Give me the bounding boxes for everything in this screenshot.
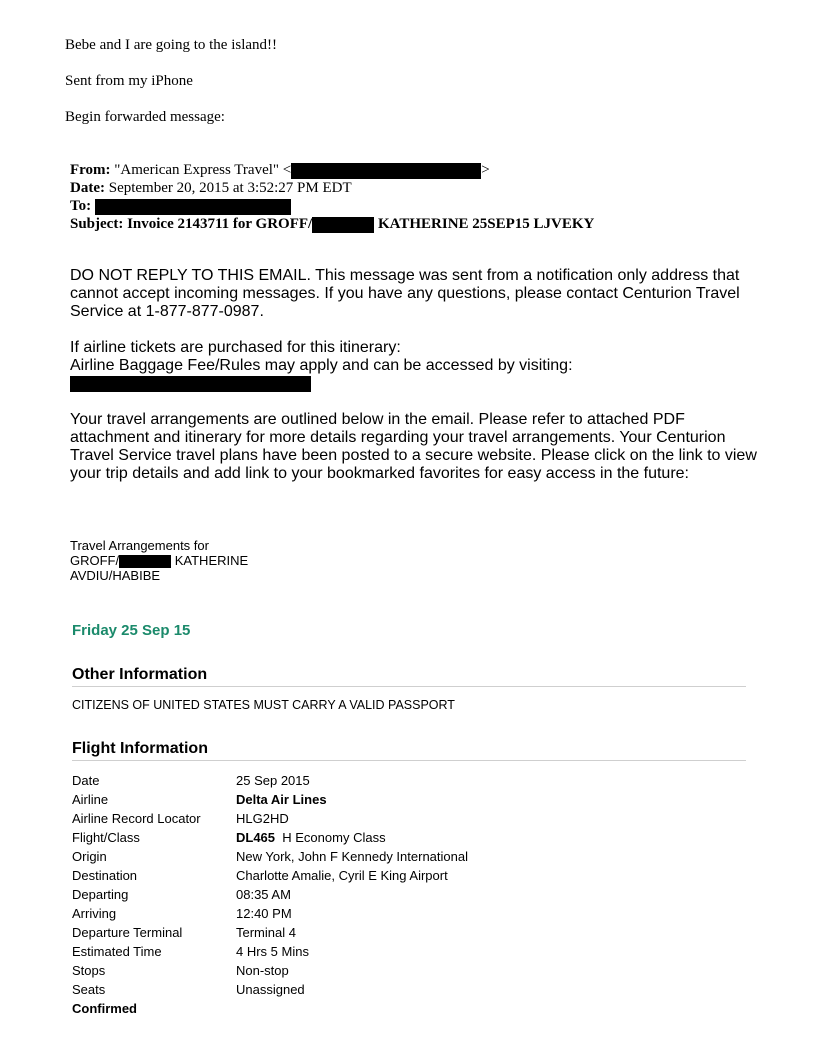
redacted-recipient: [95, 199, 291, 215]
flight-row-destination: [72, 866, 468, 885]
row-label: Stops: [72, 963, 106, 978]
no-reply-notice: DO NOT REPLY TO THIS EMAIL. This message was sent from a notification only address that cannot accept incoming messages. If you have any questions, please contact Centurion Travel Service at 1-877-877-0987.: [70, 267, 740, 320]
row-label: Estimated Time: [72, 944, 162, 959]
booking-status: Confirmed: [72, 1001, 137, 1016]
row-label: Airline: [72, 792, 109, 807]
row-value: 08:35 AM: [236, 887, 291, 902]
row-value: 4 Hrs 5 Mins: [236, 944, 309, 959]
subject-part1: Invoice 2143711 for GROFF/: [127, 216, 313, 232]
redacted-traveler-name: [119, 555, 171, 568]
row-label: Departing: [72, 887, 129, 902]
passport-notice: CITIZENS OF UNITED STATES MUST CARRY A VALID PASSPORT: [72, 698, 455, 712]
flight-row-estimated-time: [72, 942, 468, 961]
flight-info-title: Flight Information: [72, 740, 746, 761]
flight-row-seats: [72, 980, 468, 999]
flight-row-class: [72, 828, 468, 847]
redacted-link: [70, 376, 311, 392]
tickets-line-2: Airline Baggage Fee/Rules may apply and can be accessed by visiting:: [70, 357, 573, 374]
flight-row-date: [72, 771, 468, 790]
from-row: [70, 161, 594, 179]
row-value: Terminal 4: [236, 925, 296, 940]
traveler-1: [70, 553, 248, 568]
date-row: [70, 179, 594, 197]
travelers-heading: Travel Arrangements for: [70, 538, 209, 553]
redacted-name: [312, 217, 374, 233]
intro-line: Bebe and I are going to the island!!: [65, 37, 278, 53]
row-label: Departure Terminal: [72, 925, 183, 940]
row-label: Destination: [72, 868, 138, 883]
signature-line: Sent from my iPhone: [65, 73, 193, 89]
row-value: 25 Sep 2015: [236, 773, 310, 788]
row-label: Airline Record Locator: [72, 811, 201, 826]
from-close: >: [481, 162, 490, 178]
row-value: HLG2HD: [236, 811, 289, 826]
row-value: 12:40 PM: [236, 906, 292, 921]
flight-row-airline: [72, 790, 468, 809]
row-label: Origin: [72, 849, 107, 864]
row-value: Non-stop: [236, 963, 289, 978]
row-value: Charlotte Amalie, Cyril E King Airport: [236, 868, 448, 883]
date-value: September 20, 2015 at 3:52:27 PM EDT: [108, 180, 352, 196]
flight-row-terminal: [72, 923, 468, 942]
flight-details: [72, 771, 468, 1018]
forward-notice: Begin forwarded message:: [65, 109, 225, 125]
row-label: Flight/Class: [72, 830, 140, 845]
row-label: Arriving: [72, 906, 117, 921]
row-label: Seats: [72, 982, 106, 997]
subject-label: Subject:: [70, 216, 124, 232]
tickets-block: [70, 339, 760, 375]
row-label: Date: [72, 773, 100, 788]
flight-row-departing: [72, 885, 468, 904]
subject-row: [70, 215, 594, 233]
date-label: Date:: [70, 180, 105, 196]
forwarded-header: [70, 161, 594, 233]
other-info-title: Other Information: [72, 666, 746, 687]
traveler-1-suffix: KATHERINE: [174, 553, 249, 568]
tickets-line-1: If airline tickets are purchased for this itinerary:: [70, 339, 401, 356]
row-value: H Economy Class: [282, 830, 386, 845]
from-label: From:: [70, 162, 111, 178]
travelers-block: [70, 538, 248, 583]
flight-row-locator: [72, 809, 468, 828]
row-value: Unassigned: [236, 982, 305, 997]
redacted-email: [291, 163, 481, 179]
trip-date-heading: Friday 25 Sep 15: [72, 622, 191, 639]
from-value: "American Express Travel" <: [114, 162, 292, 178]
traveler-2: AVDIU/HABIBE: [70, 568, 161, 584]
arrangements-paragraph: Your travel arrangements are outlined below in the email. Please refer to attached PDF attachment and itinerary for more details regarding your travel arrangements. Your Centurion Travel Service travel plans have been posted to a secure website. Please click on the link to view your trip details and add link to your bookmarked favorites for easy access in the future:: [70, 411, 757, 482]
flight-row-origin: [72, 847, 468, 866]
flight-row-stops: [72, 961, 468, 980]
subject-part2: KATHERINE 25SEP15 LJVEKY: [377, 216, 595, 232]
flight-row-arriving: [72, 904, 468, 923]
traveler-1-prefix: GROFF/: [70, 553, 120, 568]
to-label: To:: [70, 198, 92, 214]
flight-number: DL465: [236, 830, 276, 845]
row-value: Delta Air Lines: [236, 792, 327, 807]
row-value: New York, John F Kennedy International: [236, 849, 468, 864]
to-row: [70, 197, 594, 215]
